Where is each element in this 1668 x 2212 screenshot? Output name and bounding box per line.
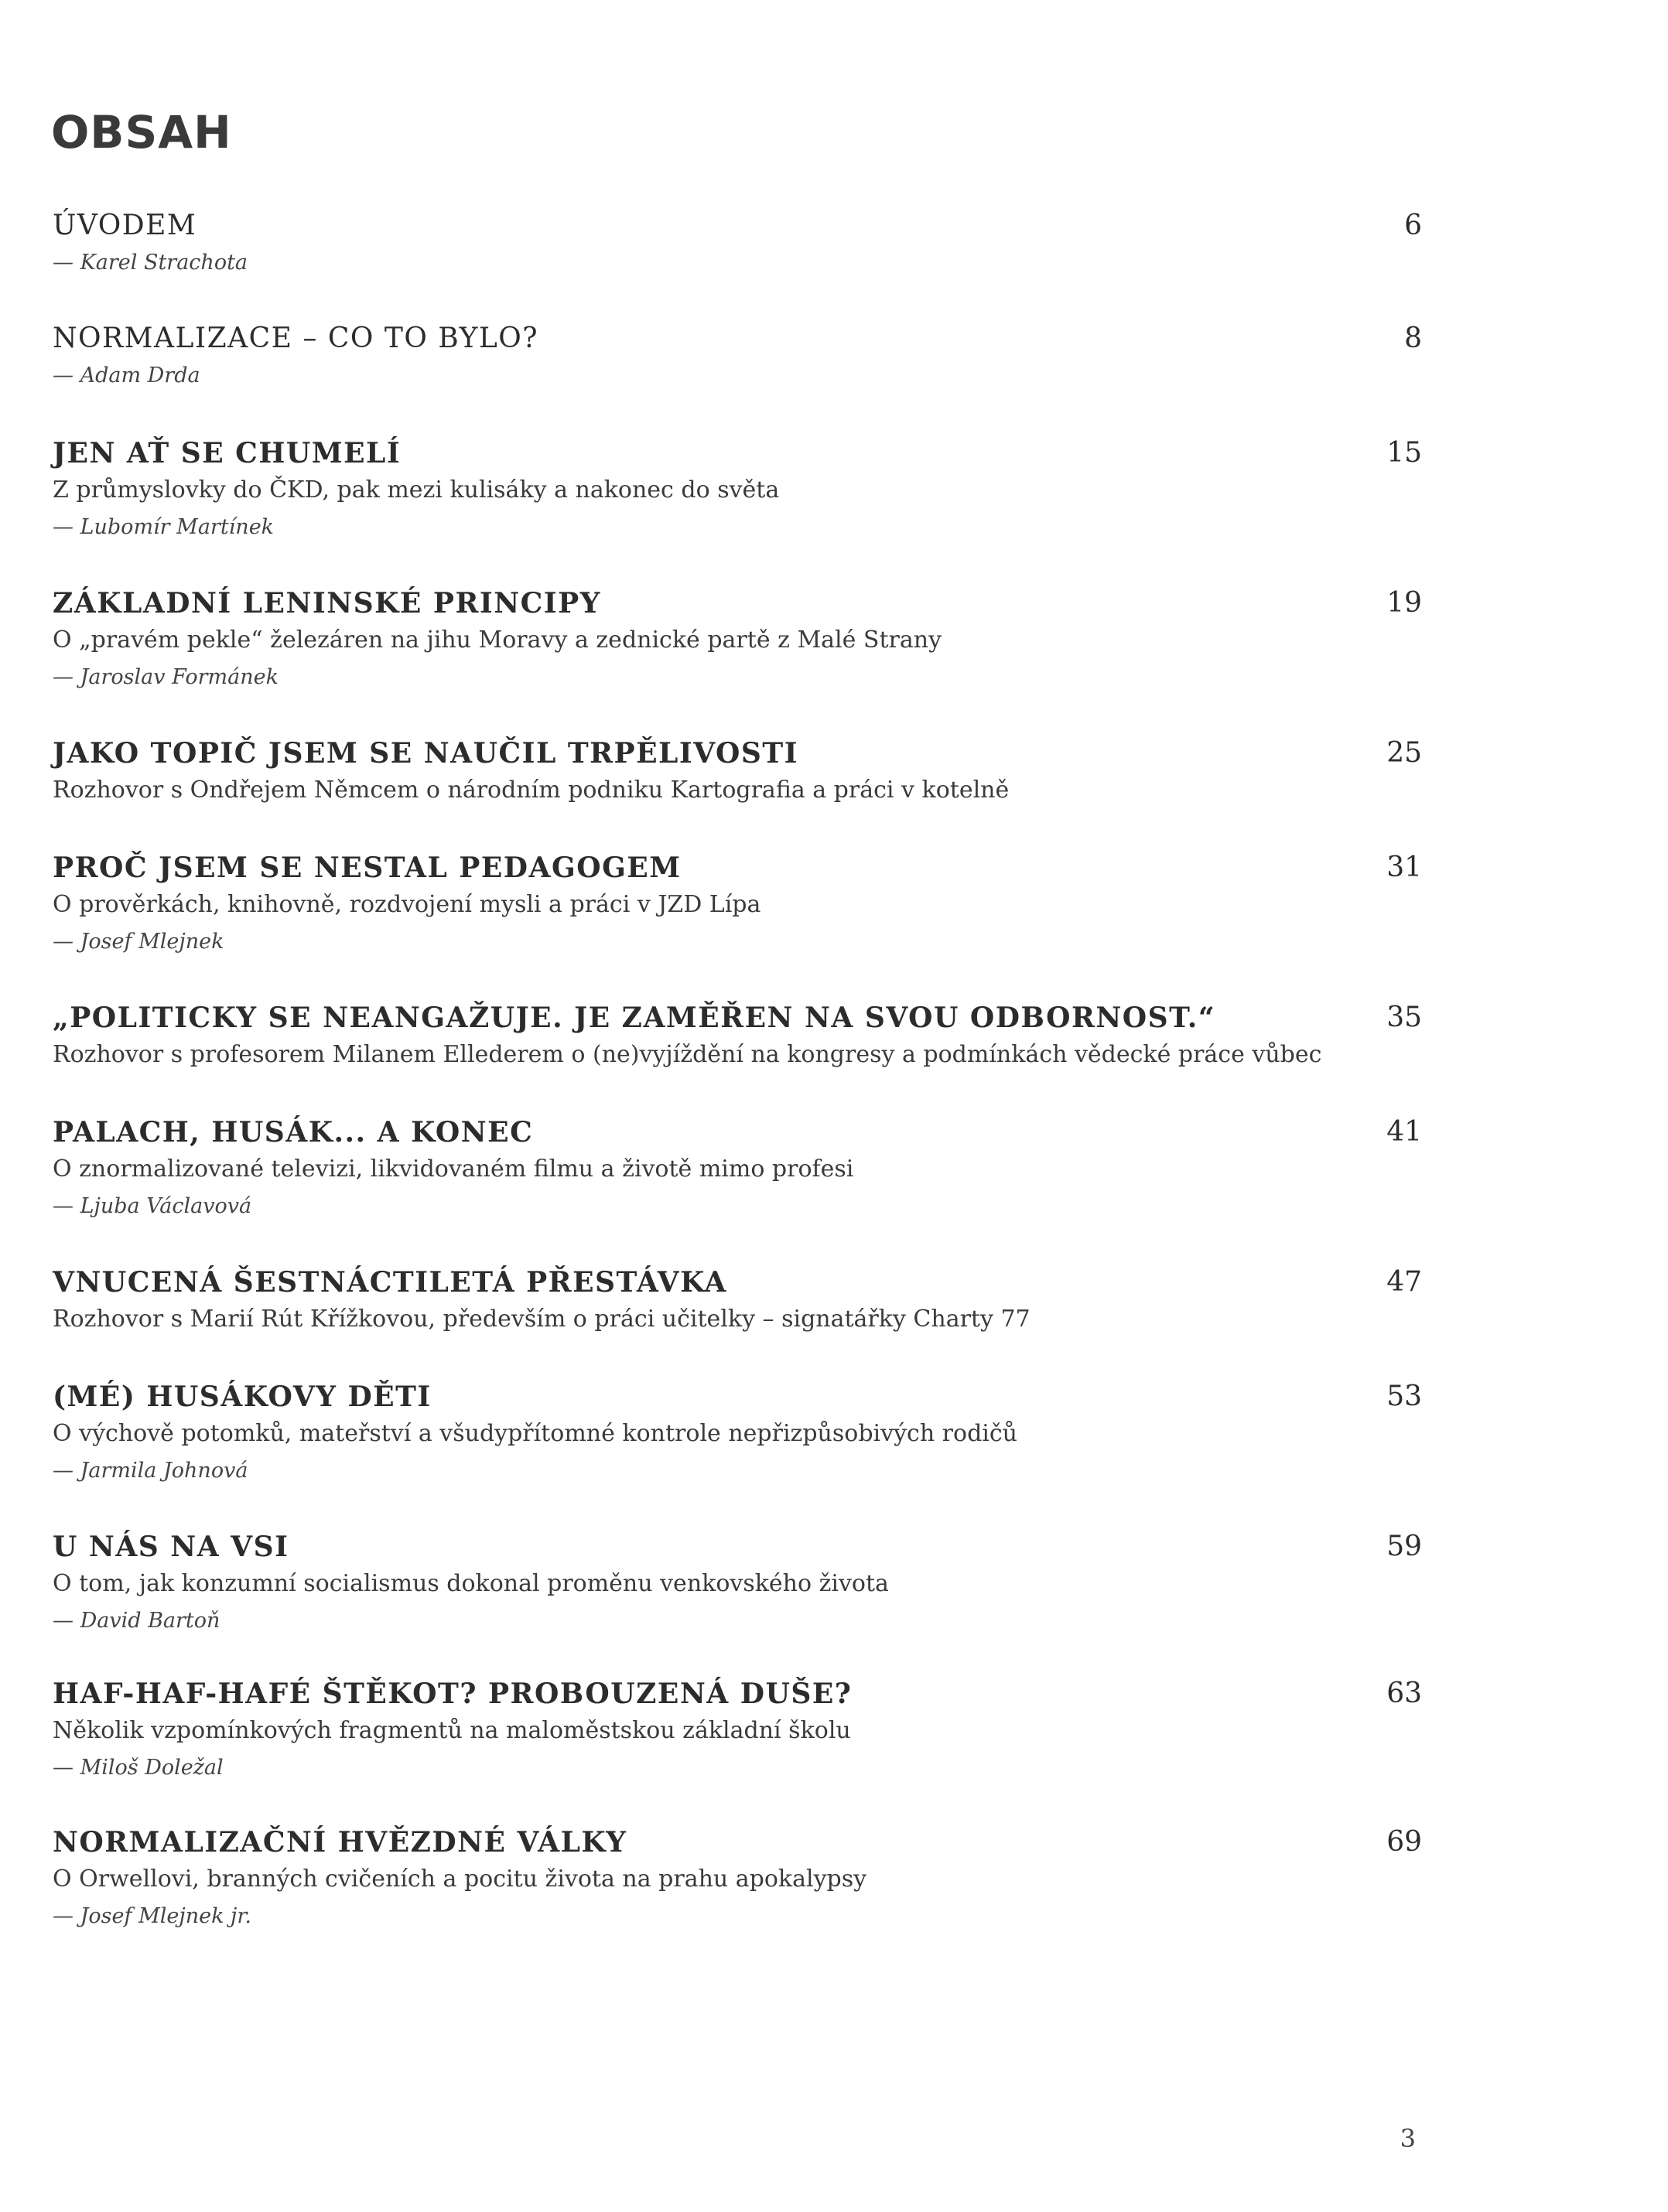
entry-author: — David Bartoň <box>53 1609 220 1633</box>
entry-author: — Josef Mlejnek <box>53 930 224 954</box>
entry-page-number: 59 <box>1386 1531 1422 1562</box>
entry-page-number: 47 <box>1386 1266 1422 1298</box>
entry-author: — Miloš Doležal <box>53 1756 224 1780</box>
entry-author: — Lubomír Martínek <box>53 515 275 539</box>
entry-subtitle: O výchově potomků, mateřství a všudypřítomné kontrole nepřizpůsobivých rodičů <box>53 1420 1018 1447</box>
toc-entry <box>53 585 1422 696</box>
entry-title: NORMALIZAČNÍ HVĚZDNÉ VÁLKY <box>53 1826 627 1859</box>
entry-subtitle: Z průmyslovky do ČKD, pak mezi kulisáky a nakonec do světa <box>53 476 780 504</box>
entry-page-number: 8 <box>1404 323 1422 354</box>
entry-title: (MÉ) HUSÁKOVY DĚTI <box>53 1381 432 1413</box>
entry-subtitle: O znormalizované televizi, likvidovaném filmu a životě mimo profesi <box>53 1155 854 1183</box>
entry-title: U NÁS NA VSI <box>53 1531 289 1563</box>
entry-page-number: 69 <box>1386 1826 1422 1858</box>
page-number: 3 <box>1400 2124 1416 2153</box>
toc-entry <box>53 207 1422 282</box>
entry-subtitle: Rozhovor s Marií Rút Křížkovou, především o práci učitelky – signatářky Charty 77 <box>53 1306 1031 1333</box>
toc-entry <box>53 1378 1422 1490</box>
toc-entry <box>53 1114 1422 1225</box>
toc-entry <box>53 999 1422 1074</box>
entry-subtitle: O tom, jak konzumní socialismus dokonal proměnu venkovského života <box>53 1570 889 1597</box>
toc-entry <box>53 735 1422 809</box>
entry-page-number: 25 <box>1386 737 1422 769</box>
entry-page-number: 53 <box>1386 1381 1422 1412</box>
entry-title: VNUCENÁ ŠESTNÁCTILETÁ PŘESTÁVKA <box>53 1266 727 1299</box>
toc-entry <box>53 849 1422 961</box>
entry-subtitle: O prověrkách, knihovně, rozdvojení mysli a práci v JZD Lípa <box>53 891 761 918</box>
entry-page-number: 35 <box>1386 1002 1422 1033</box>
entry-author: — Jaroslav Formánek <box>53 665 279 689</box>
entry-title: ÚVODEM <box>53 210 197 241</box>
entry-subtitle: O „pravém pekle“ železáren na jihu Moravy a zednické partě z Malé Strany <box>53 626 942 654</box>
entry-title: PALACH, HUSÁK... A KONEC <box>53 1116 534 1149</box>
entry-subtitle: O Orwellovi, branných cvičeních a pocitu života na prahu apokalypsy <box>53 1866 867 1893</box>
entry-title: JAKO TOPIČ JSEM SE NAUČIL TRPĚLIVOSTI <box>53 737 798 770</box>
toc-entry <box>53 1264 1422 1338</box>
entry-author: — Josef Mlejnek jr. <box>53 1904 251 1928</box>
entry-subtitle: Rozhovor s Ondřejem Němcem o národním podniku Kartografia a práci v kotelně <box>53 777 1010 804</box>
entry-title: ZÁKLADNÍ LENINSKÉ PRINCIPY <box>53 587 601 620</box>
entry-page-number: 19 <box>1386 587 1422 619</box>
toc-entry <box>53 1528 1422 1640</box>
entry-subtitle: Rozhovor s profesorem Milanem Ellederem o (ne)vyjíždění na kongresy a podmínkách vědecké práce vůbec <box>53 1041 1322 1068</box>
entry-title: PROČ JSEM SE NESTAL PEDAGOGEM <box>53 852 682 884</box>
toc-entry <box>53 1824 1422 1935</box>
entry-author: — Karel Strachota <box>53 251 248 275</box>
entry-author: — Ljuba Václavová <box>53 1194 252 1218</box>
toc-entry <box>53 435 1422 546</box>
entry-page-number: 6 <box>1404 210 1422 241</box>
entry-author: — Jarmila Johnová <box>53 1459 248 1483</box>
entry-page-number: 15 <box>1386 437 1422 469</box>
entry-title: JEN AŤ SE CHUMELÍ <box>53 437 402 469</box>
entry-page-number: 31 <box>1386 852 1422 883</box>
entry-title: HAF-HAF-HAFÉ ŠTĚKOT? PROBOUZENÁ DUŠE? <box>53 1678 853 1710</box>
entry-title: NORMALIZACE – CO TO BYLO? <box>53 323 539 354</box>
toc-entry <box>53 1675 1422 1787</box>
toc-entry <box>53 320 1422 394</box>
entry-author: — Adam Drda <box>53 364 200 387</box>
entry-subtitle: Několik vzpomínkových fragmentů na maloměstskou základní školu <box>53 1717 851 1744</box>
entry-page-number: 63 <box>1386 1678 1422 1709</box>
entry-title: „POLITICKY SE NEANGAŽUJE. JE ZAMĚŘEN NA SVOU ODBORNOST.“ <box>53 1002 1216 1034</box>
entry-page-number: 41 <box>1386 1116 1422 1148</box>
page-title: OBSAH <box>51 106 232 159</box>
